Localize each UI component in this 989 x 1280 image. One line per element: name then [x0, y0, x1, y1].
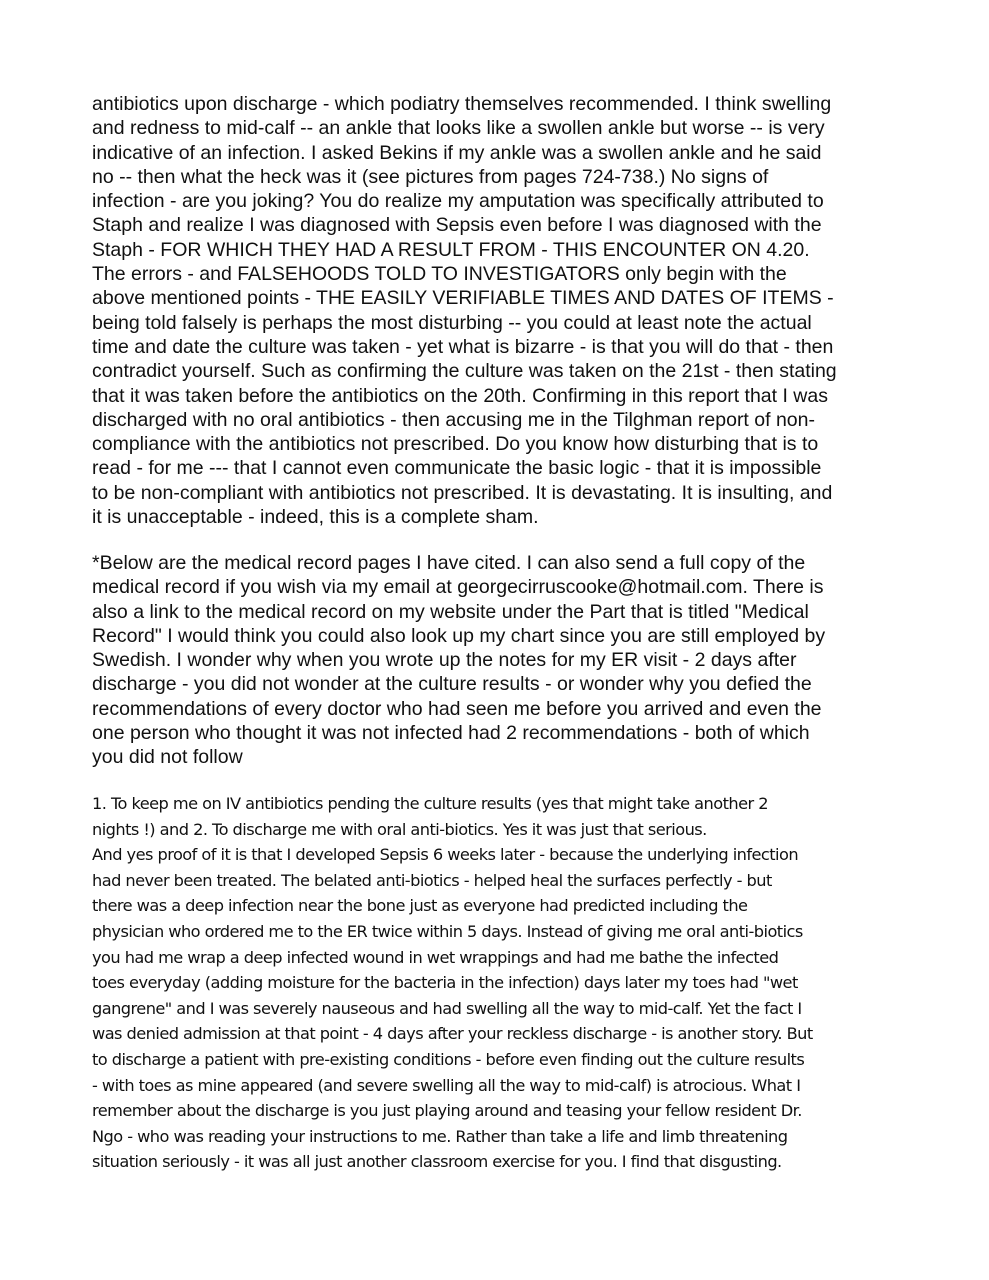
text-line: contradict yourself. Such as confirming the culture was taken on the 21st - then stating	[92, 360, 837, 383]
text-line: one person who thought it was not infected had 2 recommendations - both of which	[92, 722, 810, 745]
text-line: there was a deep infection near the bone just as everyone had predicted including the	[92, 896, 748, 916]
text-line: infection - are you joking? You do realize my amputation was specifically attributed to	[92, 190, 824, 213]
text-line: Swedish. I wonder why when you wrote up the notes for my ER visit - 2 days after	[92, 649, 797, 672]
text-line: you had me wrap a deep infected wound in wet wrappings and had me bathe the infected	[92, 947, 779, 967]
text-line: antibiotics upon discharge - which podiatry themselves recommended. I think swelling	[92, 93, 832, 115]
text-line: 1. To keep me on IV antibiotics pending the culture results (yes that might take another 2	[92, 794, 768, 813]
text-line: it is unacceptable - indeed, this is a complete sham.	[92, 506, 539, 529]
text-line: had never been treated. The belated anti-biotics - helped heal the surfaces perfectly - but	[92, 870, 772, 890]
text-line: discharged with no oral antibiotics - then accusing me in the Tilghman report of non-	[92, 408, 815, 431]
text-line: Staph and realize I was diagnosed with Sepsis even before I was diagnosed with the	[92, 214, 822, 237]
text-line: being told falsely is perhaps the most disturbing -- you could at least note the actual	[92, 311, 812, 334]
text-line: medical record if you wish via my email at georgecirruscooke@hotmail.com. There is	[92, 576, 824, 599]
text-line: indicative of an infection. I asked Bekins if my ankle was a swollen ankle and he said	[92, 141, 822, 164]
text-line: - with toes as mine appeared (and severe swelling all the way to mid-calf) is atrocious. What I	[92, 1075, 801, 1095]
text-line: *Below are the medical record pages I have cited. I can also send a full copy of the	[92, 552, 806, 574]
text-line: was denied admission at that point - 4 days after your reckless discharge - is another story. But	[92, 1024, 813, 1044]
text-line: time and date the culture was taken - yet what is bizarre - is that you will do that - then	[92, 335, 834, 358]
text-line: gangrene" and I was severely nauseous and had swelling all the way to mid-calf. Yet the fact I	[92, 998, 802, 1018]
text-line: situation seriously - it was all just another classroom exercise for you. I find that disgusting.	[92, 1152, 782, 1172]
paragraph-recommendations	[92, 791, 912, 1175]
text-line: nights !) and 2. To discharge me with oral anti-biotics. Yes it was just that serious.	[92, 819, 707, 839]
text-line: read - for me --- that I cannot even communicate the basic logic - that it is impossible	[92, 457, 822, 480]
text-line: The errors - and FALSEHOODS TOLD TO INVESTIGATORS only begin with the	[92, 263, 787, 286]
text-line: recommendations of every doctor who had seen me before you arrived and even the	[92, 697, 822, 720]
text-line: toes everyday (adding moisture for the bacteria in the infection) days later my toes had "wet	[92, 973, 798, 993]
text-line: you did not follow	[92, 746, 243, 769]
text-line: above mentioned points - THE EASILY VERIFIABLE TIMES AND DATES OF ITEMS -	[92, 287, 834, 310]
text-line: to discharge a patient with pre-existing conditions - before even finding out the culture results	[92, 1049, 805, 1069]
text-line: and redness to mid-calf -- an ankle that looks like a swollen ankle but worse -- is very	[92, 117, 825, 140]
text-line: Staph - FOR WHICH THEY HAD A RESULT FROM - THIS ENCOUNTER ON 4.20.	[92, 238, 810, 261]
text-line: discharge - you did not wonder at the culture results - or wonder why you defied the	[92, 673, 812, 696]
text-line: that it was taken before the antibiotics on the 20th. Confirming in this report that I was	[92, 384, 828, 407]
paragraph-medical-record-note	[92, 551, 912, 770]
text-line: remember about the discharge is you just playing around and teasing your fellow resident Dr.	[92, 1101, 802, 1121]
text-line: also a link to the medical record on my website under the Part that is titled "Medical	[92, 600, 809, 623]
text-line: compliance with the antibiotics not prescribed. Do you know how disturbing that is to	[92, 433, 819, 456]
paragraph-complaint	[92, 92, 912, 529]
text-line: physician who ordered me to the ER twice within 5 days. Instead of giving me oral anti-biotics	[92, 921, 803, 941]
text-line: Record" I would think you could also look up my chart since you are still employed by	[92, 624, 826, 647]
text-line: And yes proof of it is that I developed Sepsis 6 weeks later - because the underlying infection	[92, 845, 799, 865]
text-line: to be non-compliant with antibiotics not prescribed. It is devastating. It is insulting, and	[92, 481, 833, 504]
text-line: no -- then what the heck was it (see pictures from pages 724-738.) No signs of	[92, 165, 769, 188]
text-line: Ngo - who was reading your instructions to me. Rather than take a life and limb threatening	[92, 1126, 788, 1146]
